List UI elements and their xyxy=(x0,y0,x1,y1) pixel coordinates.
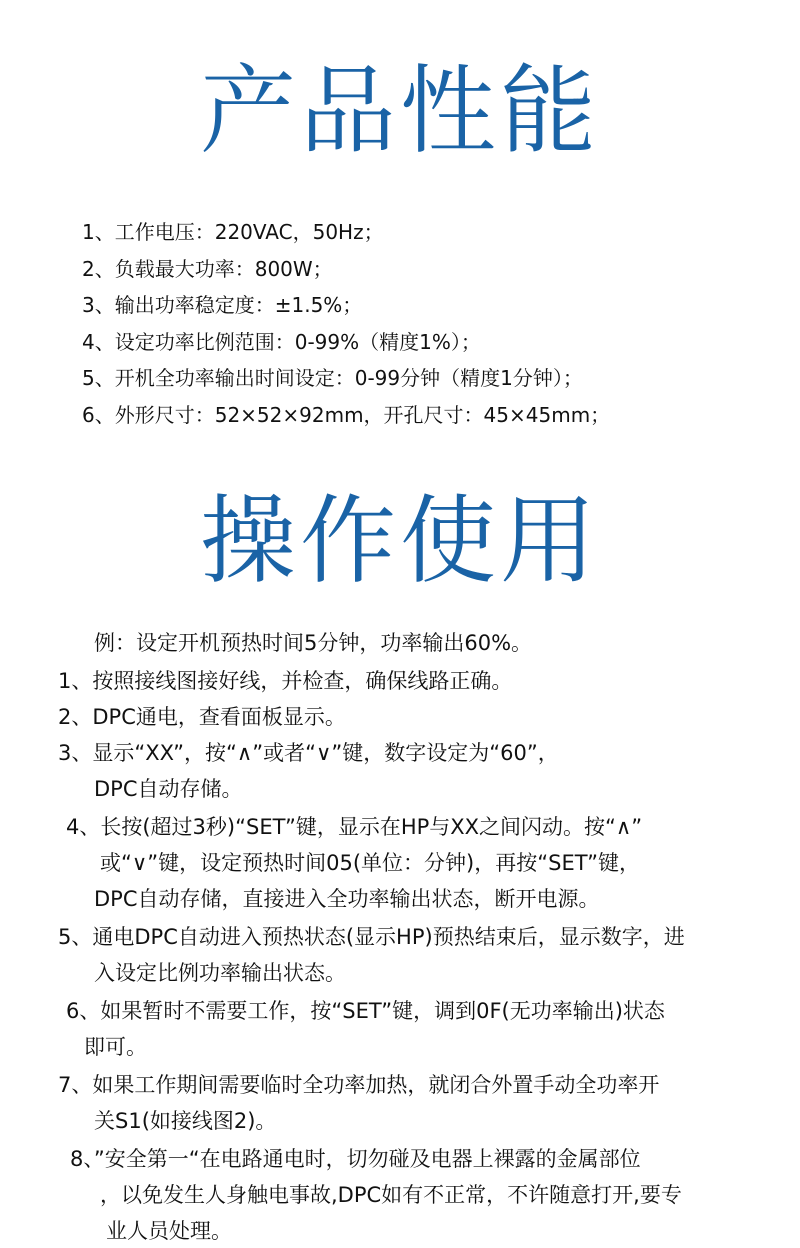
instruction-line: 即可。 xyxy=(84,1035,147,1059)
instruction-line: 8、”安全第一“在电路通电时，切勿碰及电器上裸露的金属部位 xyxy=(70,1147,641,1171)
instruction-line: 关S1(如接线图2)。 xyxy=(94,1109,277,1133)
instruction-line: 5、通电DPC自动进入预热状态(显示HP)预热结束后，显示数字，进 xyxy=(58,925,685,949)
spec-item: 4、设定功率比例范围：0-99%（精度1%）； xyxy=(82,329,481,354)
instruction-line: DPC自动存储。 xyxy=(94,777,243,801)
spec-list xyxy=(82,214,782,433)
instruction-line: 4、长按(超过3秒)“SET”键，显示在HP与XX之间闪动。按“∧” xyxy=(66,815,643,839)
spec-item: 6、外形尺寸：52×52×92mm，开孔尺寸：45×45mm； xyxy=(82,402,611,427)
instruction-line: 2、DPC通电，查看面板显示。 xyxy=(58,705,346,729)
example-line: 例：设定开机预热时间5分钟，功率输出60%。 xyxy=(94,631,533,655)
instruction-line: 6、如果暂时不需要工作，按“SET”键，调到0F(无功率输出)状态 xyxy=(66,999,665,1023)
instruction-line: 或“∨”键，设定预热时间05(单位：分钟)，再按“SET”键， xyxy=(100,851,640,875)
section-title-performance: 产品性能 xyxy=(200,55,600,167)
instruction-line: 入设定比例功率输出状态。 xyxy=(94,961,346,985)
spec-item: 2、负载最大功率：800W； xyxy=(82,256,333,281)
instruction-line: 1、按照接线图接好线，并检查，确保线路正确。 xyxy=(58,669,513,693)
spec-item: 3、输出功率稳定度：±1.5%； xyxy=(82,293,363,317)
instruction-line: 业人员处理。 xyxy=(106,1219,232,1243)
instruction-line: 7、如果工作期间需要临时全功率加热，就闭合外置手动全功率开 xyxy=(58,1073,660,1097)
instruction-line: 3、显示“XX”，按“∧”或者“∨”键，数字设定为“60”， xyxy=(58,741,559,765)
instruction-line: ，以免发生人身触电事故,DPC如有不正常，不许随意打开,要专 xyxy=(100,1183,682,1207)
instruction-line: DPC自动存储，直接进入全功率输出状态，断开电源。 xyxy=(94,887,600,911)
section-title-operation: 操作使用 xyxy=(200,485,600,597)
spec-item: 1、工作电压：220VAC，50Hz； xyxy=(82,220,384,244)
spec-item: 5、开机全功率输出时间设定：0-99分钟（精度1分钟）； xyxy=(82,366,583,390)
